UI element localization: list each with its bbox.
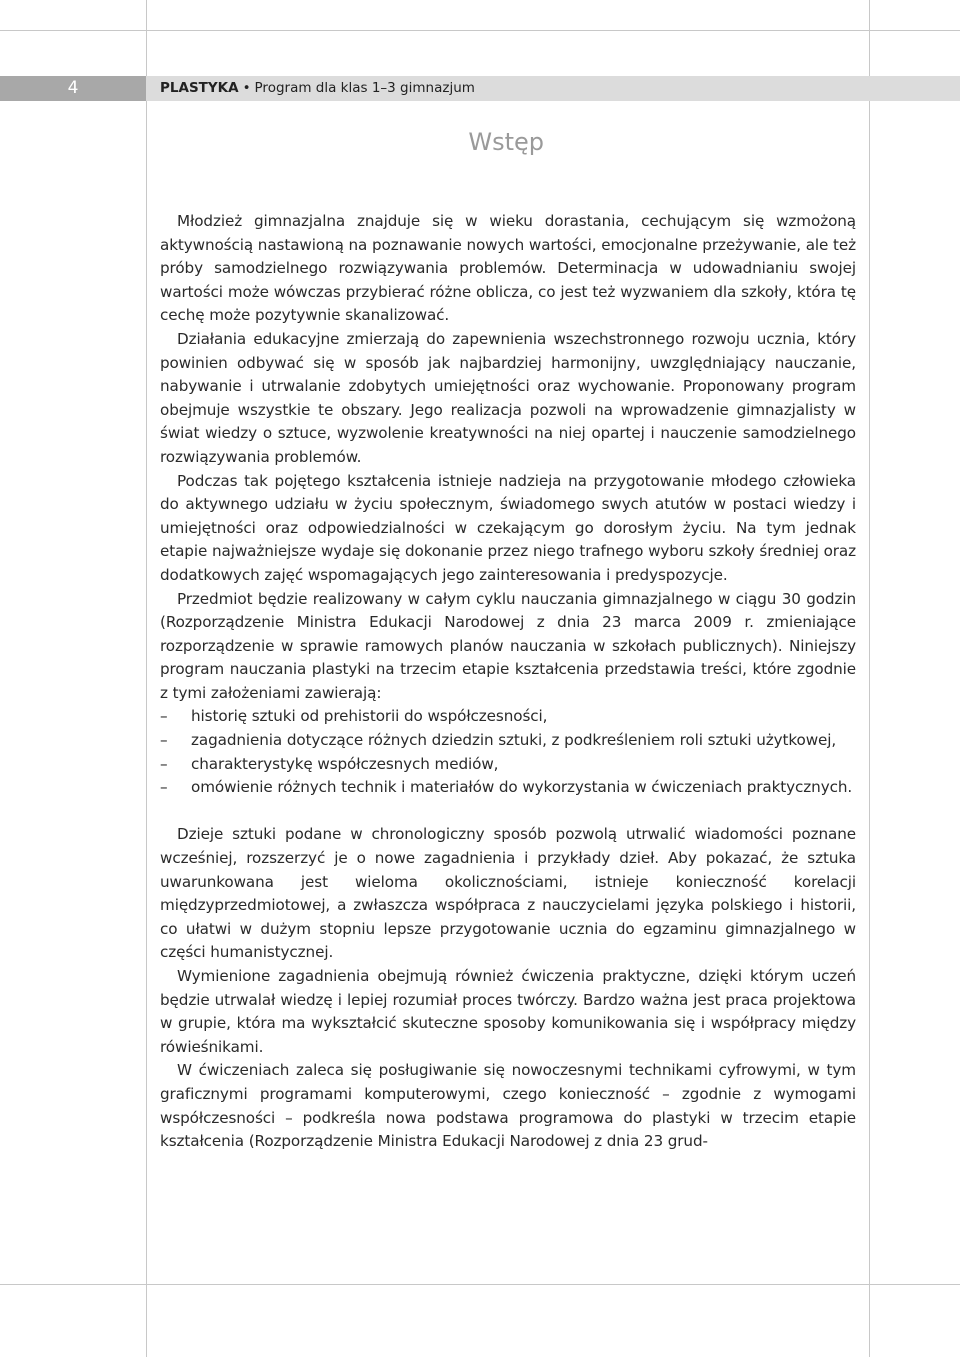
list-dash: – [160,778,168,797]
list-item [160,729,856,753]
list-item-text: zagadnienia dotyczące różnych dziedzin sztuki, z podkreśleniem roli sztuki użytkowej, [191,731,837,750]
margin-line-bottom [0,1284,960,1285]
list-item-text: historię sztuki od prehistorii do współczesności, [191,707,548,726]
paragraph-gap [160,800,856,824]
list-item-text: omówienie różnych technik i materiałów do wykorzystania w ćwiczeniach praktycznych. [191,778,853,797]
list-item [160,776,856,800]
running-head-subject: PLASTYKA [160,80,239,96]
content-list [160,705,856,799]
paragraph: Młodzież gimnazjalna znajduje się w wieku dorastania, cechującym się wzmożoną aktywnością nastawioną na poznawanie nowych wartości, emocjonalne przeżywanie, ale też próby samodzielnego rozwiązywania problemów. Determinacja w udowadnianiu swojej wartości może wówczas przybierać różne oblicza, co jest też wyzwaniem dla szkoły, która tę cechę może pozytywnie skanalizować. [160,212,856,325]
list-dash: – [160,707,168,726]
list-item-text: charakterystykę współczesnych mediów, [191,754,499,773]
paragraph: Dzieje sztuki podane w chronologiczny sposób pozwolą utrwalić wiadomości poznane wcześniej, rozszerzyć je o nowe zagadnienia i przykłady dzieł. Aby pokazać, że sztuka uwarunkowana jest wieloma okolicznościami, istnieje konieczność korelacji międzyprzedmiotowej, a zwłaszcza współpraca z nauczycielami języka polskiego i historii, co ułatwi w dużym stopniu lepsze przygotowanie ucznia do egzaminu gimnazjalnego w części humanistycznej. [160,825,856,962]
section-title: Wstęp [468,128,544,156]
body-text [160,210,856,1154]
margin-line-left [146,0,147,1357]
paragraph: Działania edukacyjne zmierzają do zapewnienia wszechstronnego rozwoju ucznia, który powinien odbywać się w sposób jak najbardziej harmonijny, uwzględniający nauczanie, nabywanie i utrwalanie zdobytych umiejętności oraz wychowanie. Proponowany program obejmuje wszystkie te obszary. Jego realizacja pozwoli na wprowadzenie gimnazjalisty w świat wiedzy o sztuce, wyzwolenie kreatywności na niej opartej i nauczenie samodzielnego rozwiązywania problemów. [160,329,856,466]
page-number: 4 [0,76,146,101]
running-head-separator: • [242,80,251,96]
list-dash: – [160,754,168,773]
paragraph: Wymienione zagadnienia obejmują również ćwiczenia praktyczne, dzięki którym uczeń będzie utrwalał wiedzę i lepiej rozumiał proces twórczy. Bardzo ważna jest praca projektowa w grupie, która ma wykształcić skuteczne sposoby komunikowania się i współpracy między rówieśnikami. [160,967,856,1056]
running-head [160,76,475,101]
paragraph: W ćwiczeniach zaleca się posługiwanie się nowoczesnymi technikami cyfrowymi, w tym graficznymi programami komputerowymi, czego konieczność – zgodnie z wymogami współczesności – podkreśla nowa podstawa programowa do plastyki w trzecim etapie kształcenia (Rozporządzenie Ministra Edukacji Narodowej z dnia 23 grud- [160,1061,856,1151]
list-item [160,705,856,729]
list-dash: – [160,731,168,750]
margin-line-top [0,30,960,31]
margin-line-right [869,0,870,1357]
paragraph: Podczas tak pojętego kształcenia istnieje nadzieja na przygotowanie młodego człowieka do aktywnego udziału w życiu społecznym, świadomego swych atutów w postaci wiedzy i umiejętności oraz odpowiedzialności w czekającym go dorosłym życiu. Na tym jednak etapie najważniejsze wydaje się dokonanie przez niego trafnego wyboru szkoły średniej oraz dodatkowych zajęć wspomagających jego zainteresowania i predyspozycje. [160,471,856,584]
running-head-program: Program dla klas 1–3 gimnazjum [254,80,475,96]
paragraph: Przedmiot będzie realizowany w całym cyklu nauczania gimnazjalnego w ciągu 30 godzin (Rozporządzenie Ministra Edukacji Narodowej z dnia 23 marca 2009 r. zmieniające rozporządzenie w sprawie ramowych planów nauczania w szkołach publicznych). Niniejszy program nauczania plastyki na trzecim etapie kształcenia przedstawia treści, które zgodnie z tymi założeniami zawierają: [160,589,856,702]
list-item [160,753,856,777]
